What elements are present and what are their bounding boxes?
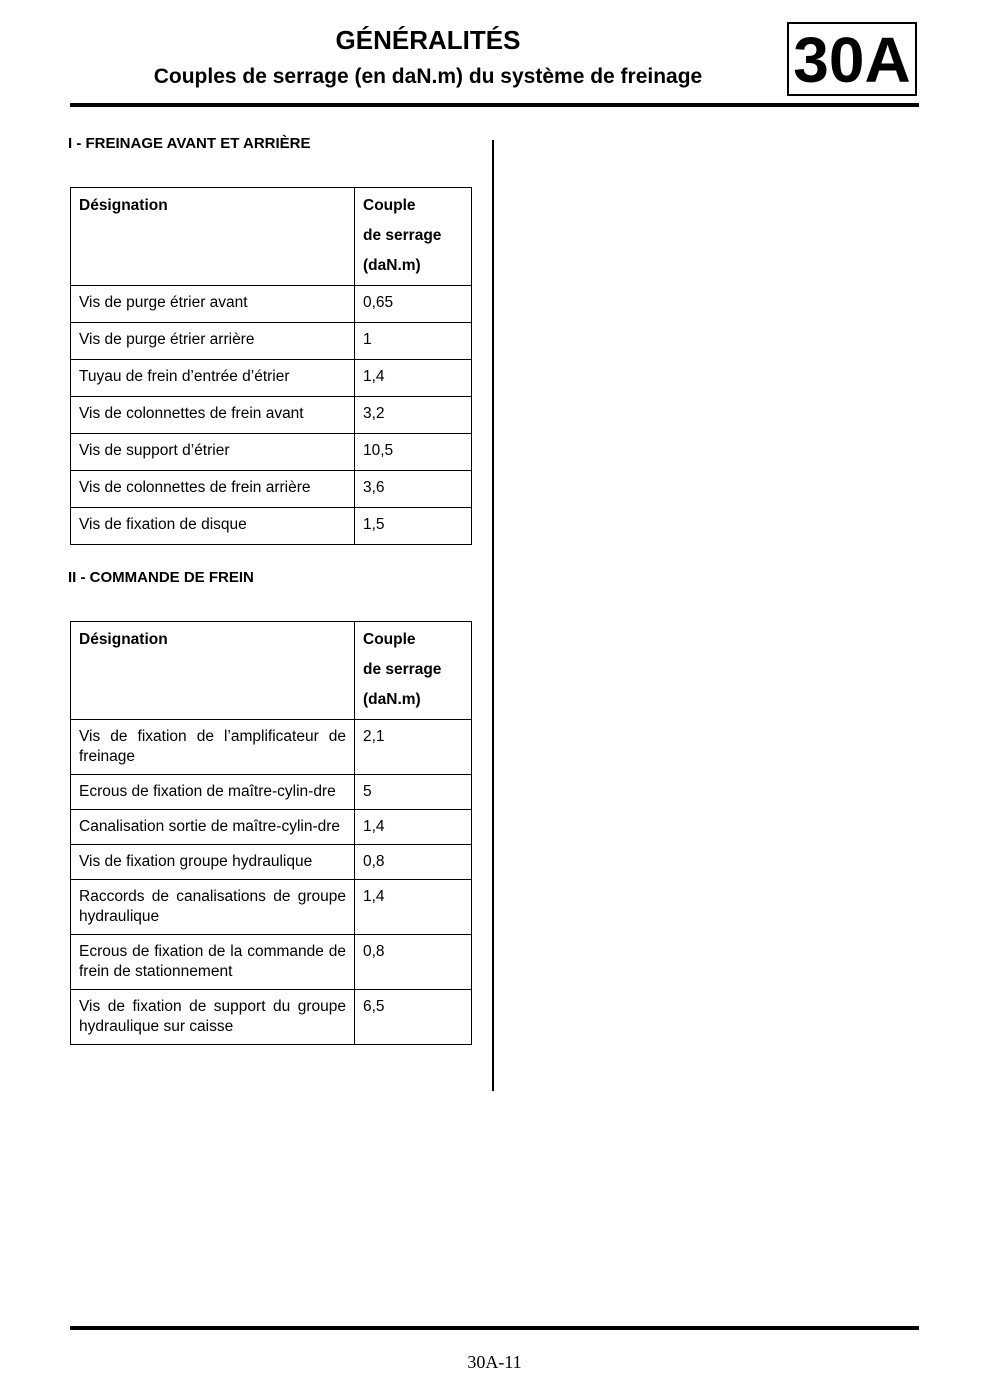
table-row	[71, 775, 472, 810]
column-header-torque	[355, 188, 472, 286]
torque-cell: 5	[355, 775, 472, 810]
designation-cell: Ecrous de fixation de maître-cylin-dre	[71, 775, 355, 810]
torque-cell: 0,8	[355, 845, 472, 880]
column-header-torque-line1: Couple	[363, 197, 416, 214]
page-number: 30A-11	[467, 1352, 522, 1372]
torque-cell: 2,1	[355, 720, 472, 775]
table-row	[71, 845, 472, 880]
table-row	[71, 397, 472, 434]
torque-cell: 0,65	[355, 286, 472, 323]
table-header-row	[71, 188, 472, 286]
torque-cell: 10,5	[355, 434, 472, 471]
section-title-freinage: I - FREINAGE AVANT ET ARRIÈRE	[68, 135, 311, 152]
table-row	[71, 810, 472, 845]
torque-table-freinage	[70, 187, 472, 545]
column-header-designation: Désignation	[71, 622, 355, 720]
column-header-torque-line2: de serrage	[363, 661, 442, 678]
torque-table-commande	[70, 621, 472, 1045]
torque-cell: 1,4	[355, 810, 472, 845]
section-title-commande: II - COMMANDE DE FREIN	[68, 569, 254, 586]
column-header-torque	[355, 622, 472, 720]
torque-cell: 1,4	[355, 880, 472, 935]
column-header-torque-line1: Couple	[363, 631, 416, 648]
designation-cell: Vis de fixation de l’amplificateur de freinage	[71, 720, 355, 775]
table-row	[71, 323, 472, 360]
table-row	[71, 935, 472, 990]
designation-cell: Raccords de canalisations de groupe hydraulique	[71, 880, 355, 935]
column-header-torque-line2: de serrage	[363, 227, 442, 244]
torque-cell: 6,5	[355, 990, 472, 1045]
torque-cell: 3,2	[355, 397, 472, 434]
page-subtitle: Couples de serrage (en daN.m) du système de freinage	[153, 65, 703, 88]
designation-cell: Vis de fixation de disque	[71, 508, 355, 545]
designation-cell: Canalisation sortie de maître-cylin-dre	[71, 810, 355, 845]
designation-cell: Tuyau de frein d’entrée d’étrier	[71, 360, 355, 397]
column-header-torque-line3: (daN.m)	[363, 257, 421, 274]
torque-cell: 3,6	[355, 471, 472, 508]
torque-cell: 1	[355, 323, 472, 360]
designation-cell: Vis de fixation de support du groupe hydraulique sur caisse	[71, 990, 355, 1045]
table-row	[71, 880, 472, 935]
chapter-badge: 30A	[787, 22, 917, 96]
designation-cell: Vis de colonnettes de frein arrière	[71, 471, 355, 508]
torque-cell: 1,4	[355, 360, 472, 397]
table-header-row	[71, 622, 472, 720]
table-row	[71, 434, 472, 471]
table-row	[71, 286, 472, 323]
table-row	[71, 508, 472, 545]
designation-cell: Vis de fixation groupe hydraulique	[71, 845, 355, 880]
designation-cell: Vis de purge étrier arrière	[71, 323, 355, 360]
page-title: GÉNÉRALITÉS	[335, 25, 521, 55]
column-separator	[492, 140, 494, 1091]
table-row	[71, 471, 472, 508]
table-row	[71, 720, 472, 775]
torque-cell: 1,5	[355, 508, 472, 545]
torque-cell: 0,8	[355, 935, 472, 990]
column-header-designation: Désignation	[71, 188, 355, 286]
column-header-torque-line3: (daN.m)	[363, 691, 421, 708]
designation-cell: Vis de colonnettes de frein avant	[71, 397, 355, 434]
table-row	[71, 990, 472, 1045]
designation-cell: Vis de support d’étrier	[71, 434, 355, 471]
designation-cell: Vis de purge étrier avant	[71, 286, 355, 323]
header-rule	[70, 103, 919, 107]
designation-cell: Ecrous de fixation de la commande de frein de stationnement	[71, 935, 355, 990]
footer-rule	[70, 1326, 919, 1330]
table-row	[71, 360, 472, 397]
